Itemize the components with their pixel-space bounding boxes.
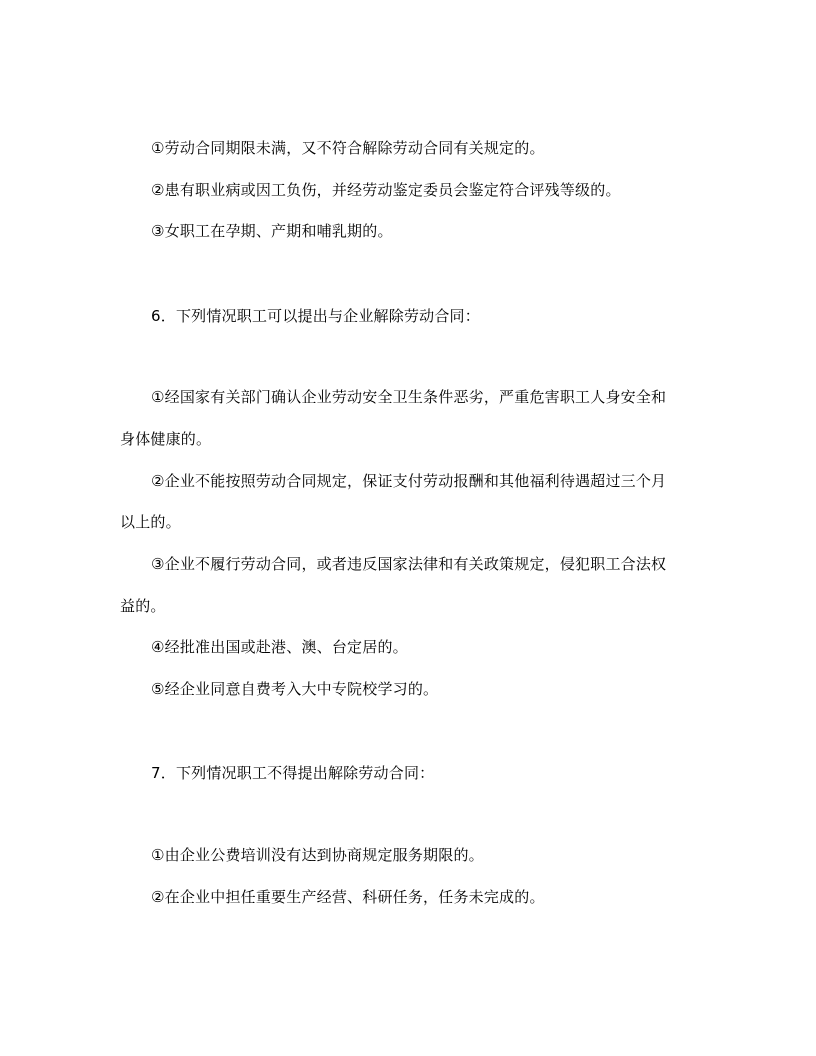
section6-item-5: ⑤经企业同意自费考入大中专院校学习的。 (151, 680, 439, 698)
section5-item-2: ②患有职业病或因工负伤，并经劳动鉴定委员会鉴定符合评残等级的。 (151, 181, 621, 199)
section6-item-3-line-1: ③企业不履行劳动合同，或者违反国家法律和有关政策规定，侵犯职工合法权 (151, 555, 667, 573)
section6-item-1-line-2: 身体健康的。 (120, 430, 212, 448)
section7-item-1: ①由企业公费培训没有达到协商规定服务期限的。 (151, 846, 484, 864)
section7-item-2: ②在企业中担任重要生产经营、科研任务，任务未完成的。 (151, 888, 545, 906)
section6-item-2-line-1: ②企业不能按照劳动合同规定，保证支付劳动报酬和其他福利待遇超过三个月 (151, 472, 667, 490)
section6-item-1-line-1: ①经国家有关部门确认企业劳动安全卫生条件恶劣，严重危害职工人身安全和 (151, 388, 667, 406)
section6-item-3-line-2: 益的。 (120, 597, 166, 615)
section6-item-2-line-2: 以上的。 (120, 513, 181, 531)
section5-item-3: ③女职工在孕期、产期和哺乳期的。 (151, 222, 393, 240)
section7-heading: 7．下列情况职工不得提出解除劳动合同： (151, 764, 435, 782)
section6-heading: 6．下列情况职工可以提出与企业解除劳动合同： (151, 307, 480, 325)
section5-item-1: ①劳动合同期限未满，又不符合解除劳动合同有关规定的。 (151, 139, 545, 157)
section6-item-4: ④经批准出国或赴港、澳、台定居的。 (151, 638, 408, 656)
